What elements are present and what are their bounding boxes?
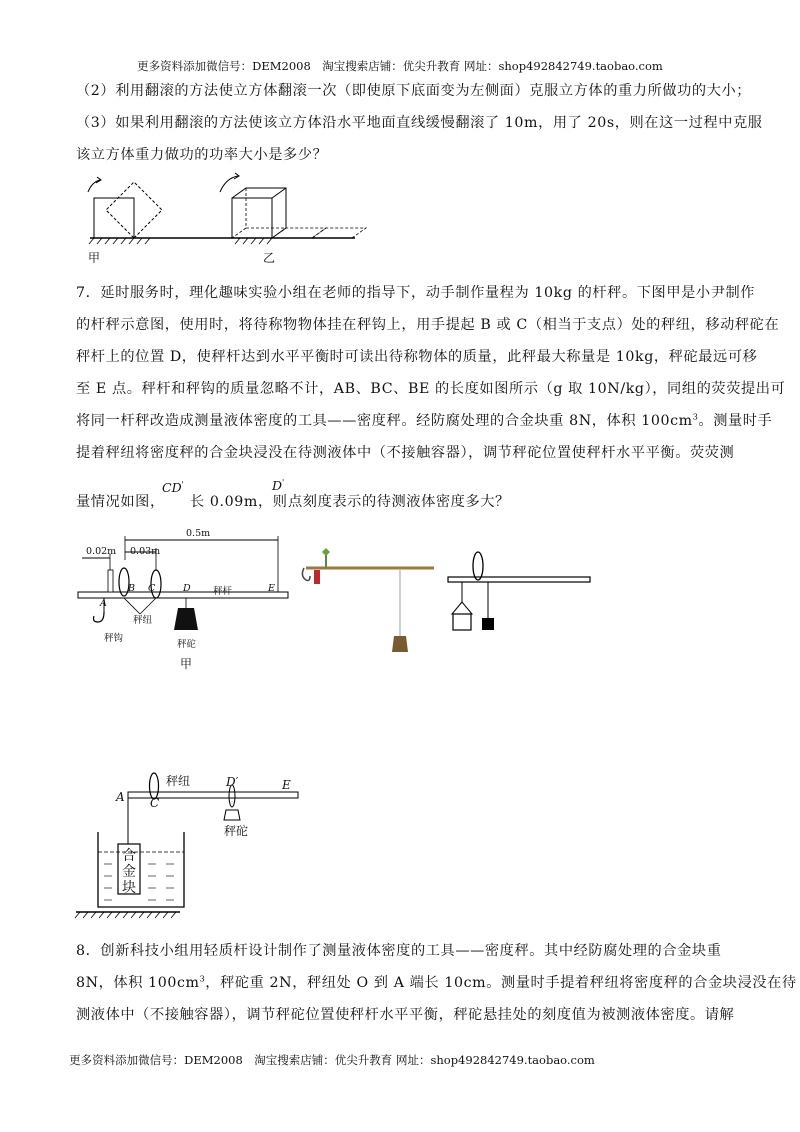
q7-line5-text: 将同一杆秤改造成测量液体密度的工具——密度秤。经防腐处理的合金块重 8N，体积 100cm — [76, 413, 693, 429]
dim-label-0.03m: 0.03m — [130, 546, 161, 557]
q8-line2-head: 8N，体积 100cm — [76, 975, 200, 991]
point-label-D-prime: D′ — [226, 775, 239, 789]
dim-label-0.5m: 0.5m — [186, 528, 211, 539]
figure-label-jia: 甲 — [88, 251, 101, 265]
q7-line1: 7．延时服务时，理化趣味实验小组在老师的指导下，动手制作量程为 10kg 的杆秤。下图甲是小尹制作 — [76, 285, 756, 301]
steelyard-photo — [296, 548, 436, 658]
q7-line7-mid: 长 0.09m，则 — [190, 494, 288, 510]
point-label-A: A — [100, 598, 107, 609]
weight-label-2: 秤砣 — [224, 824, 249, 838]
q7-line5 — [76, 410, 773, 430]
point-label-E-2: E — [282, 778, 291, 792]
dim-label-0.02m: 0.02m — [86, 546, 117, 557]
q7-line2: 的杆秤示意图，使用时，将待称物物体挂在秤钩上，用手提起 B 或 C（相当于支点）处的秤纽，移动秤砣在 — [76, 317, 780, 333]
q7-line6: 提着秤纽将密度秤的合金块浸没在待测液体中（不接触容器），调节秤砣位置使秤杆水平平衡。荧荧测 — [76, 445, 735, 461]
q8-line1: 8．创新科技小组用轻质杆设计制作了测量液体密度的工具——密度秤。其中经防腐处理的合金块重 — [76, 943, 722, 959]
point-label-C: C — [148, 583, 156, 594]
knob-label: 秤纽 — [133, 615, 153, 626]
knob-label-2: 秤纽 — [166, 774, 191, 788]
d-prime-symbol: D' — [272, 477, 285, 493]
q7-line3: 秤杆上的位置 D，使秤杆达到水平平衡时可读出待称物体的质量，此秤最大称量是 10kg，秤砣最远可移 — [76, 349, 758, 365]
point-label-B: B — [128, 583, 135, 594]
alloy-block-label: 合 金 块 — [122, 848, 136, 896]
hook-label: 秤钩 — [104, 633, 124, 644]
cm3-superscript-2: 3 — [199, 974, 206, 984]
q7-line7-tail: 点刻度表示的待测液体密度多大？ — [288, 494, 510, 510]
rod-label: 秤杆 — [213, 586, 233, 597]
q7-line7-head: 量情况如图， — [76, 494, 165, 510]
point-label-D: D — [183, 583, 191, 594]
q6-part3-line2: 该立方体重力做功的功率大小是多少？ — [76, 147, 328, 163]
page-header: 更多资料添加微信号：DEM2008 淘宝搜索店铺：优尖升教育 网址：shop492842749.taobao.com — [137, 59, 663, 73]
q6-part2: （2）利用翻滚的方法使立方体翻滚一次（即使原下底面变为左侧面）克服立方体的重力所做功的大小； — [76, 83, 752, 99]
cd-prime-symbol: CD' — [162, 479, 184, 495]
weight-label: 秤砣 — [177, 639, 197, 650]
figure-label-yi: 乙 — [263, 251, 276, 265]
q7-line4: 至 E 点。秤杆和秤钩的质量忽略不计，AB、BC、BE 的长度如图所示（g 取 10N/kg），同组的荧荧提出可 — [76, 381, 786, 397]
q8-line2-tail: ，秤砣重 2N，秤纽处 O 到 A 端长 10cm。测量时手提着秤纽将密度秤的合金块浸没在待 — [205, 975, 797, 991]
point-label-A-2: A — [116, 790, 125, 804]
q6-part3-line1: （3）如果利用翻滚的方法使该立方体沿水平地面直线缓慢翻滚了 10m，用了 20s，则在这一过程中克服 — [76, 115, 763, 131]
cm3-superscript: 3 — [692, 412, 699, 422]
page-footer: 更多资料添加微信号：DEM2008 淘宝搜索店铺：优尖升教育 网址：shop492842749.taobao.com — [69, 1053, 595, 1067]
point-label-E: E — [268, 583, 275, 594]
density-scale-diagram — [72, 772, 312, 922]
balance-diagram — [444, 550, 594, 645]
q8-line3: 测液体中（不接触容器），调节秤砣位置使秤杆水平平衡，秤砣悬挂处的刻度值为被测液体密度。请解 — [76, 1007, 735, 1023]
q8-line2 — [76, 972, 797, 992]
figure-caption-jia: 甲 — [180, 657, 193, 671]
point-label-C-2: C — [150, 796, 160, 810]
rolling-cube-figure — [70, 170, 370, 265]
q7-line5-tail: 。测量时手 — [698, 413, 773, 429]
